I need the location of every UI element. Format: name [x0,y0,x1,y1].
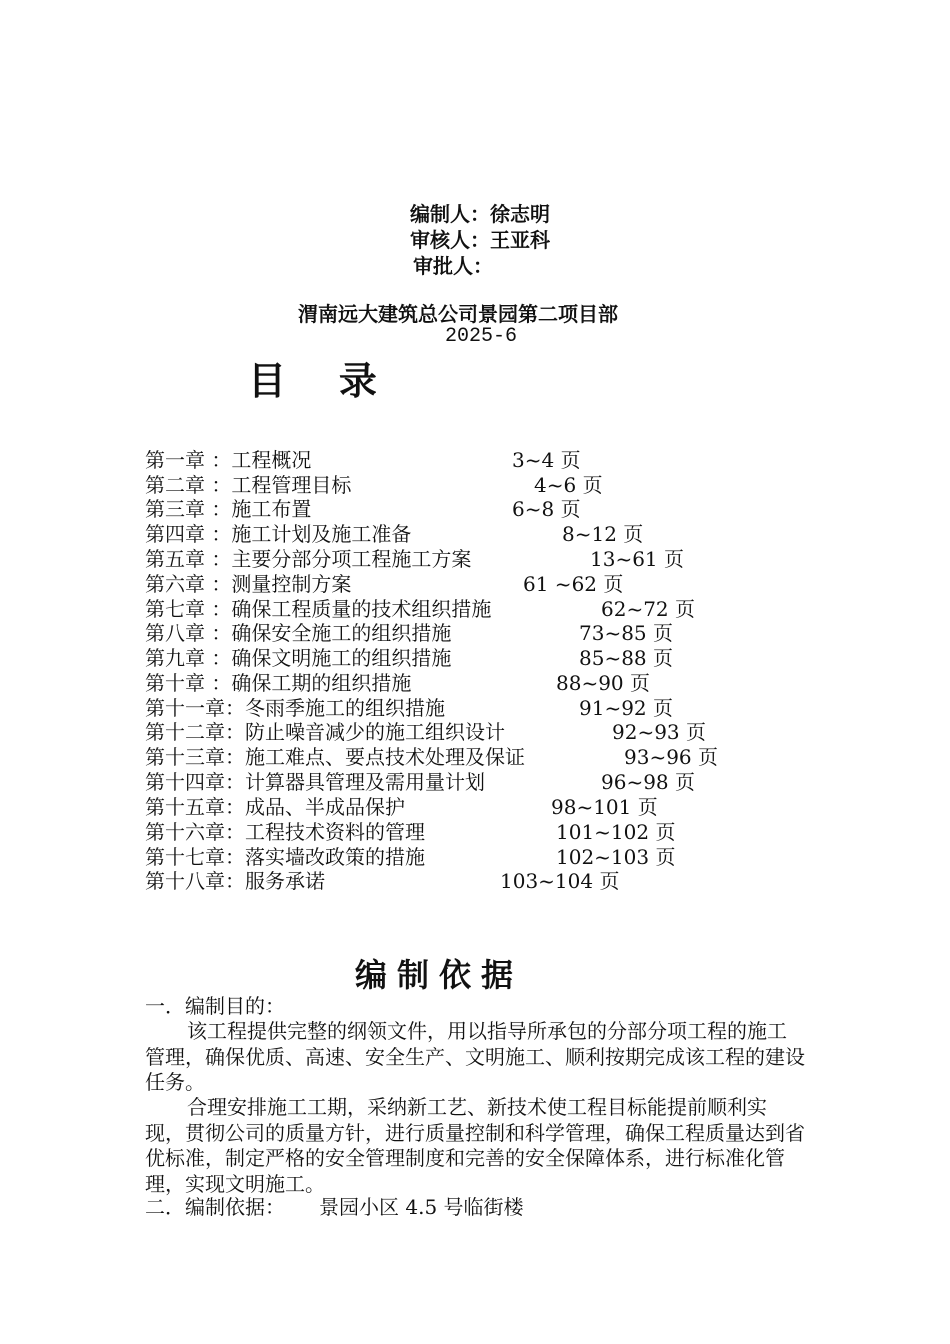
toc-chapter: 第五章 ：主要分部分项工程施工方案 [145,547,472,571]
toc-row [145,795,658,820]
basis-value: 景园小区 4.5 号临街楼 [319,1195,524,1219]
toc-row [145,696,674,721]
editor-line: 编制人：徐志明 [410,202,550,226]
toc-pages: 93~96 页 [624,745,719,769]
document-date: 2025-6 [445,325,518,348]
toc-pages: 102~103 页 [556,845,676,869]
toc-chapter: 第十四章：计算器具管理及需用量计划 [145,770,485,794]
toc-pages: 101~102 页 [556,820,676,844]
toc-pages: 3~4 页 [512,448,581,472]
toc-pages: 73~85 页 [579,621,674,645]
toc-row [145,572,624,597]
toc-row [145,597,696,622]
approver-line: 审批人： [413,254,493,278]
toc-chapter: 第十六章：工程技术资料的管理 [145,820,425,844]
toc-row [145,671,651,696]
basis-line [145,1195,805,1221]
toc-row [145,869,620,894]
toc-chapter: 第十五章：成品、半成品保护 [145,795,405,819]
toc-pages: 92~93 页 [612,720,707,744]
toc-chapter: 第二章 ：工程管理目标 [145,473,352,497]
toc-pages: 13~61 页 [590,547,685,571]
toc-chapter: 第七章 ：确保工程质量的技术组织措施 [145,597,492,621]
purpose-paragraph: 该工程提供完整的纲领文件，用以指导所承包的分部分项工程的施工管理，确保优质、高速、安全生产、文明施工、顺利按期完成该工程的建设任务。 [145,1019,805,1094]
toc-pages: 85~88 页 [579,646,674,670]
toc-pages: 8~12 页 [562,522,644,546]
toc-chapter: 第四章 ：施工计划及施工准备 [145,522,412,546]
toc-row [145,621,674,646]
toc-pages: 62~72 页 [601,597,696,621]
toc-row [145,522,644,547]
toc-chapter: 第八章 ：确保安全施工的组织措施 [145,621,452,645]
purpose-paragraph: 合理安排施工工期，采纳新工艺、新技术使工程目标能提前顺利实现，贯彻公司的质量方针，进行质量控制和科学管理，确保工程质量达到省优标准，制定严格的安全管理制度和完善的安全保障体系，进行标准化管理，实现文明施工。 [145,1095,805,1196]
toc-row [145,770,696,795]
toc-pages: 103~104 页 [500,869,620,893]
toc-pages: 4~6 页 [534,473,603,497]
toc-chapter: 第一章 ：工程概况 [145,448,312,472]
toc-row [145,497,581,522]
toc-pages: 91~92 页 [579,696,674,720]
toc-pages: 98~101 页 [551,795,658,819]
section-title: 编制依据 [355,956,524,994]
toc-chapter: 第十七章：落实墙改政策的措施 [145,845,425,869]
toc-pages: 88~90 页 [556,671,651,695]
toc-chapter: 第十八章：服务承诺 [145,869,325,893]
toc-chapter: 第十一章：冬雨季施工的组织措施 [145,696,445,720]
basis-heading: 二．编制依据： [145,1195,285,1219]
toc-chapter: 第六章 ：测量控制方案 [145,572,352,596]
toc-chapter: 第九章 ：确保文明施工的组织措施 [145,646,452,670]
toc-title: 目 录 [248,359,377,403]
toc-pages: 6~8 页 [512,497,581,521]
toc-chapter: 第十三章：施工难点、要点技术处理及保证 [145,745,525,769]
toc-row [145,547,685,572]
toc-chapter: 第三章 ：施工布置 [145,497,312,521]
purpose-heading: 一．编制目的： [145,994,285,1018]
reviewer-line: 审核人：王亚科 [410,228,550,252]
company-name: 渭南远大建筑总公司景园第二项目部 [298,302,618,326]
toc-pages: 61 ~62 页 [523,572,624,596]
toc-row [145,646,674,671]
toc-row [145,720,707,745]
toc-row [145,820,676,845]
toc-row [145,473,603,498]
toc-row [145,745,719,770]
toc-pages: 96~98 页 [601,770,696,794]
toc-row [145,845,676,870]
toc-chapter: 第十章 ：确保工期的组织措施 [145,671,412,695]
toc-row [145,448,581,473]
toc-chapter: 第十二章：防止噪音减少的施工组织设计 [145,720,505,744]
